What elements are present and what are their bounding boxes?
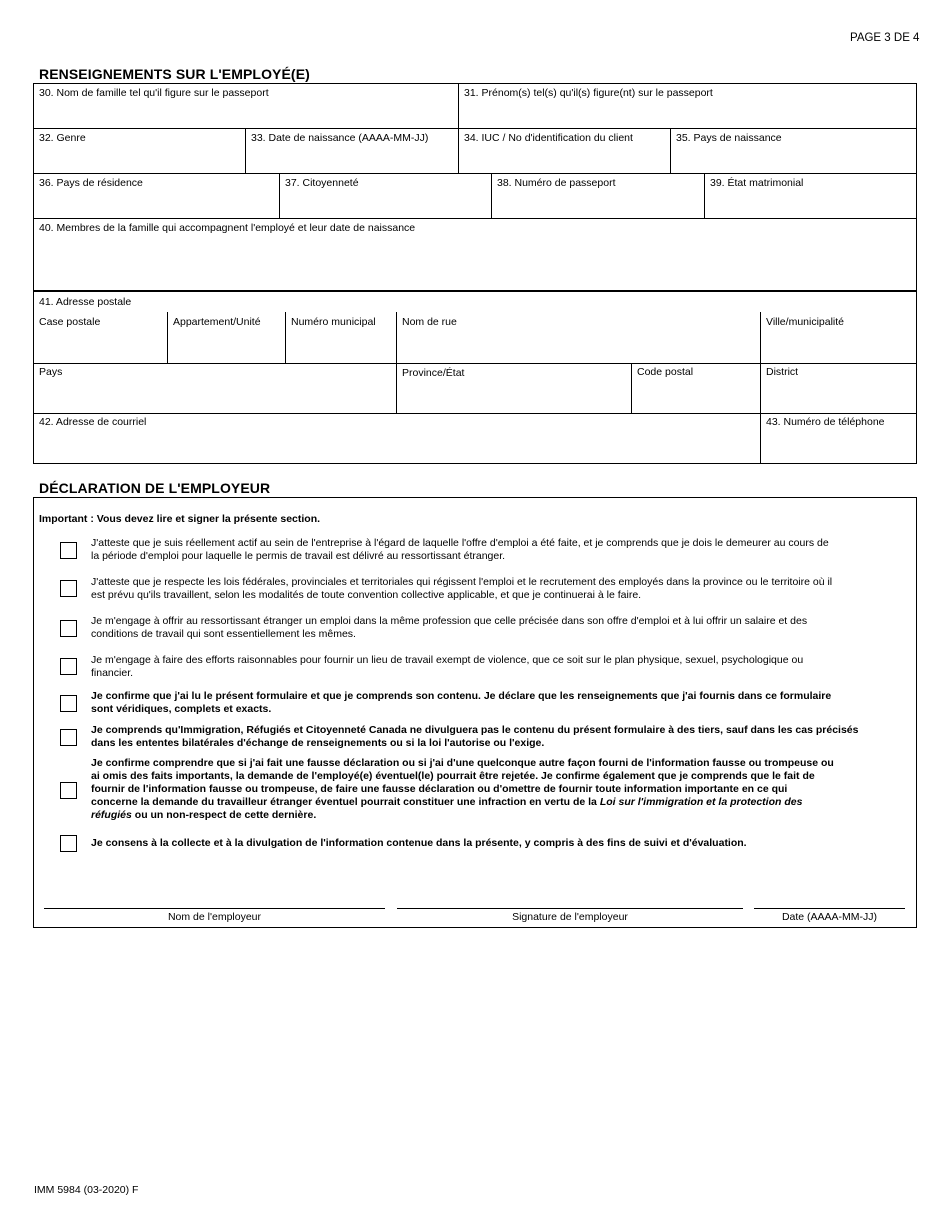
signature-date-label: Date (AAAA-MM-JJ) — [781, 911, 878, 923]
postal-code-label: Code postal — [637, 366, 694, 378]
employer-signature-label: Signature de l'employeur — [512, 911, 628, 923]
city-label: Ville/municipalité — [766, 316, 845, 328]
declaration-checkbox-5[interactable] — [60, 695, 77, 712]
email-label: 42. Adresse de courriel — [39, 416, 147, 428]
given-names-label: 31. Prénom(s) tel(s) qu'il(s) figure(nt) sur le passeport — [464, 87, 713, 99]
declaration-checkbox-1[interactable] — [60, 542, 77, 559]
declaration-checkbox-4[interactable] — [60, 658, 77, 675]
declaration-statement-8: Je consens à la collecte et à la divulgation de l'information contenue dans la présente, y compris à des fins de suivi et d'évaluation. — [91, 837, 747, 849]
uci-label: 34. IUC / No d'identification du client — [464, 132, 633, 144]
country-field[interactable] — [34, 364, 396, 413]
employee-section-title: RENSEIGNEMENTS SUR L'EMPLOYÉ(E) — [39, 66, 310, 82]
declaration-statement-3: Je m'engage à offrir au ressortissant étranger un emploi dans la même profession que celle précisée dans son offre d'emploi et à lui offrir un salaire et des conditions de travail qui sont essentiellement les mêmes. — [91, 615, 808, 640]
date-of-birth-label: 33. Date de naissance (AAAA-MM-JJ) — [251, 132, 429, 144]
declaration-checkbox-6[interactable] — [60, 729, 77, 746]
employer-name-label: Nom de l'employeur — [167, 911, 262, 923]
province-state-label: Province/État — [402, 367, 465, 379]
po-box-label: Case postale — [39, 316, 101, 328]
declaration-statement-7: Je confirme comprendre que si j'ai fait une fausse déclaration ou si j'ai d'une quelconque autre façon fourni de l'information fausse ou trompeuse ou ai omis des faits importants, la demande de l'employé(e) éventuel(le) pourrait être rejetée. Je confirme également que je comprends que le fait de fournir de l'information fausse ou trompeuse, de faire une fausse déclaration ou d'omettre de fournir toute information importante en ce qui concerne la demande du travailleur étranger éventuel pourrait constituer une infraction en vertu de la Loi sur l'immigration et la protection des réfugiés ou un non-respect de cette dernière. — [91, 757, 834, 821]
apartment-unit-label: Appartement/Unité — [173, 316, 261, 328]
signature-date-line[interactable] — [754, 908, 905, 909]
declaration-statement-4: Je m'engage à faire des efforts raisonnables pour fournir un lieu de travail exempt de violence, que ce soit sur le plan physique, sexuel, psychologique ou financier. — [91, 654, 804, 679]
country-label: Pays — [39, 366, 63, 378]
employer-signature-line[interactable] — [397, 908, 743, 909]
gender-label: 32. Genre — [39, 132, 86, 144]
employer-name-line[interactable] — [44, 908, 385, 909]
declaration-checkbox-3[interactable] — [60, 620, 77, 637]
employer-section-title: DÉCLARATION DE L'EMPLOYEUR — [39, 480, 271, 496]
family-name-label: 30. Nom de famille tel qu'il figure sur le passeport — [39, 87, 269, 99]
page-number: PAGE 3 DE 4 — [850, 32, 920, 44]
street-name-label: Nom de rue — [402, 316, 457, 328]
form-number: IMM 5984 (03-2020) F — [34, 1184, 139, 1196]
family-members-label: 40. Membres de la famille qui accompagnent l'employé et leur date de naissance — [39, 222, 416, 234]
country-of-residence-label: 36. Pays de résidence — [39, 177, 143, 189]
citizenship-label: 37. Citoyenneté — [285, 177, 359, 189]
declaration-checkbox-2[interactable] — [60, 580, 77, 597]
declaration-statement-2: J'atteste que je respecte les lois fédérales, provinciales et territoriales qui régissent l'emploi et le recrutement des employés dans la province ou le territoire où il est prévu qu'ils travaillent, selon les modalités de toute convention collective applicable, et que je continuerai à le faire. — [91, 576, 833, 601]
declaration-statement-5: Je confirme que j'ai lu le présent formulaire et que je comprends son contenu. Je déclare que les renseignements que j'ai fournis dans ce formulaire sont véridiques, complets et exacts. — [91, 690, 832, 715]
declaration-checkbox-8[interactable] — [60, 835, 77, 852]
important-notice: Important : Vous devez lire et signer la présente section. — [39, 513, 321, 525]
declaration-statement-1: J'atteste que je suis réellement actif au sein de l'entreprise à l'égard de laquelle l'offre d'emploi a été faite, et je comprends que je dois le demeurer au cours de la période d'emploi pour laquelle le permis de travail est délivré au ressortissant étranger. — [91, 537, 829, 562]
passport-number-label: 38. Numéro de passeport — [497, 177, 616, 189]
marital-status-label: 39. État matrimonial — [710, 177, 804, 189]
country-of-birth-label: 35. Pays de naissance — [676, 132, 782, 144]
phone-number-label: 43. Numéro de téléphone — [766, 416, 885, 428]
mailing-address-label: 41. Adresse postale — [39, 296, 132, 308]
declaration-checkbox-7[interactable] — [60, 782, 77, 799]
street-number-label: Numéro municipal — [291, 316, 376, 328]
declaration-statement-6: Je comprends qu'Immigration, Réfugiés et Citoyenneté Canada ne divulguera pas le contenu du présent formulaire à des tiers, sauf dans les cas précisés dans les ententes bilatérales d'échange de renseignements ou si la loi l'autorise ou l'exige. — [91, 724, 859, 749]
district-label: District — [766, 366, 799, 378]
